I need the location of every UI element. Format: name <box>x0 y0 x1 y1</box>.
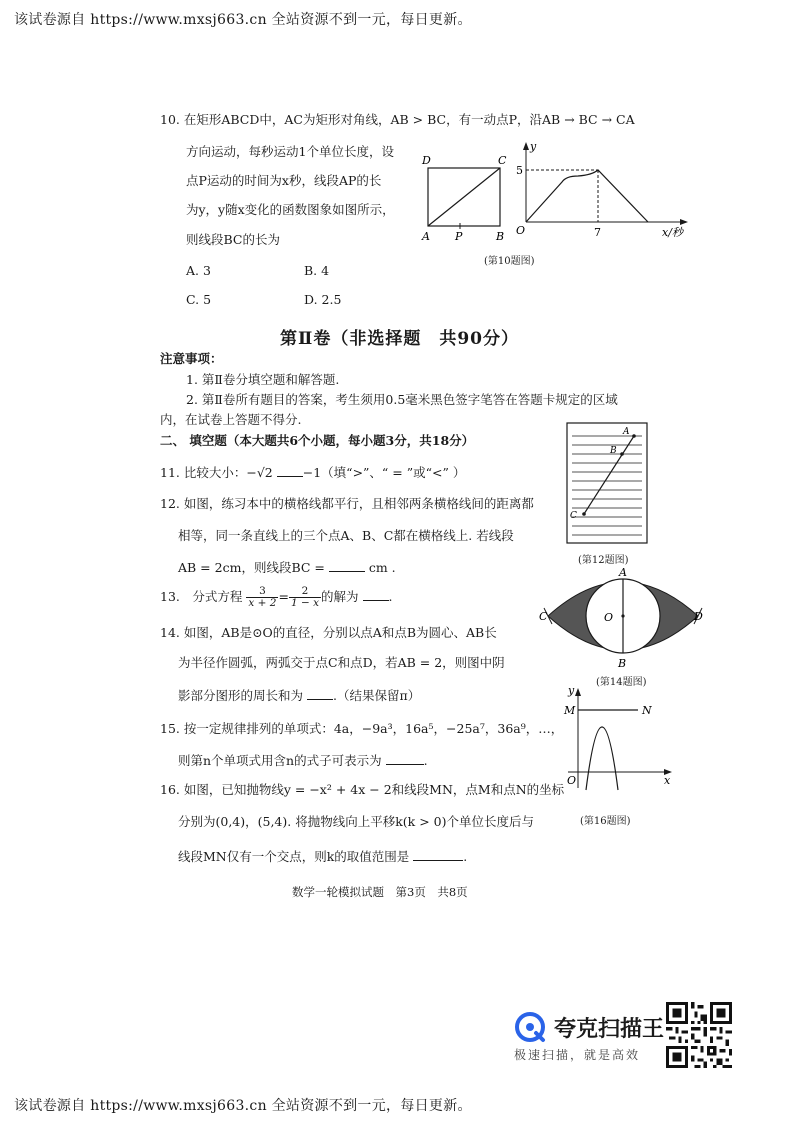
page-footer-source: 该试卷源自 https://www.mxsj663.cn 全站资源不到一元，每日更新。 <box>14 1098 472 1114</box>
q10-graph-y-label: y <box>530 140 537 153</box>
q12-line3b: cm . <box>368 560 396 575</box>
q13-fraction-2 <box>289 586 321 609</box>
q15-line1: 15. 按一定规律排列的单项式：4a，−9a³，16a⁵，−25a⁷，36a⁹，…， <box>160 721 564 736</box>
q16-caption: (第16题图) <box>580 816 631 827</box>
q13-suffix: 的解为 <box>321 589 359 605</box>
q12-label-c: C <box>570 511 577 521</box>
notice-heading: 注意事项： <box>160 351 223 366</box>
q16-parabola-figure <box>560 684 680 792</box>
q12-label-a: A <box>623 427 630 437</box>
q12-label-b: B <box>610 446 617 456</box>
q10-graph-y-mark: 5 <box>516 164 523 177</box>
q16-label-y: y <box>568 684 575 697</box>
q11-suffix: −1（填“>”、“ = ”或“<” ） <box>302 465 466 480</box>
q10-label-d: D <box>422 154 431 167</box>
q14-line3 <box>178 687 420 703</box>
q10-graph-x-label: x/秒 <box>662 226 683 239</box>
q10-function-graph <box>512 140 698 245</box>
q11-text <box>160 464 465 480</box>
q16-line3b: . <box>463 849 468 864</box>
q14-answer-blank <box>307 687 333 700</box>
q12-line1: 12. 如图，练习本中的横格线都平行，且相邻两条横格线间的距离都 <box>160 496 534 511</box>
q14-circle-figure <box>540 566 706 670</box>
q16-label-n: N <box>642 704 652 717</box>
q14-label-a: A <box>619 566 627 579</box>
page-header: 该试卷源自 https://www.mxsj663.cn 全站资源不到一元，每日更新。 <box>14 12 472 28</box>
q12-line2: 相等，同一条直线上的三个点A、B、C都在横格线上. 若线段 <box>178 528 514 543</box>
q14-caption: (第14题图) <box>596 677 647 688</box>
q16-line3 <box>178 848 467 864</box>
q10-line1: 10. 在矩形ABCD中，AC为矩形对角线，AB > BC，有一动点P，沿AB → BC → CA <box>160 112 635 127</box>
watermark-brand: 夸克扫描王 <box>554 1017 665 1042</box>
q16-label-m: M <box>564 704 576 717</box>
q15-line2 <box>178 752 428 768</box>
q15-line2a: 则第n个单项式用含n的式子可表示为 <box>178 753 382 768</box>
q16-label-x: x <box>664 774 671 787</box>
q13-frac2-num: 2 <box>289 586 321 598</box>
notice-2a: 2. 第Ⅱ卷所有题目的答案，考生须用0.5毫米黑色签字笔答在答题卡规定的区域 <box>186 392 618 407</box>
q11-neg-sqrt: −√2 <box>246 465 273 480</box>
q12-caption: (第12题图) <box>578 555 629 566</box>
q14-line1: 14. 如图，AB是⊙O的直径，分别以点A和点B为圆心、AB长 <box>160 625 497 640</box>
q10-graph-origin: O <box>516 224 526 237</box>
q10-rectangle-figure <box>418 150 508 245</box>
q13-fraction-1 <box>246 586 278 609</box>
q10-label-b: B <box>496 230 505 243</box>
q10-caption: (第10题图) <box>484 256 535 267</box>
q16-line3a: 线段MN仅有一个交点，则k的取值范围是 <box>178 849 410 864</box>
q14-label-o: O <box>604 611 614 624</box>
q14-line3a: 影部分图形的周长和为 <box>178 688 304 703</box>
q10-option-d: D. 2.5 <box>304 292 342 307</box>
q16-label-o: O <box>567 774 577 787</box>
q13-equals: = <box>278 589 289 605</box>
q12-line3 <box>178 559 396 575</box>
q10-line2: 方向运动，每秒运动1个单位长度，设 <box>186 144 394 159</box>
q13-answer-blank <box>363 588 389 601</box>
q11-answer-blank <box>277 464 303 477</box>
watermark-slogan: 极速扫描，就是高效 <box>514 1048 641 1062</box>
q16-line2: 分别为(0,4)，(5,4). 将抛物线向上平移k(k > 0)个单位长度后与 <box>178 814 534 829</box>
q15-line2b: . <box>423 753 428 768</box>
q12-notebook-figure <box>566 422 648 544</box>
q10-graph-x-mark: 7 <box>594 226 601 239</box>
q16-line1: 16. 如图，已知抛物线y = −x² + 4x − 2和线段MN，点M和点N的坐标 <box>160 782 565 797</box>
q16-answer-blank <box>413 848 463 861</box>
q12-line3a: AB = 2cm，则线段BC = <box>178 560 325 575</box>
part-2-heading: 二、 填空题（本大题共6个小题，每小题3分，共18分） <box>160 433 475 448</box>
q13-prefix: 13. 分式方程 <box>160 589 243 605</box>
q10-line4: 为y，y随x变化的函数图象如图所示， <box>186 202 395 217</box>
q14-label-b: B <box>618 657 627 670</box>
section-2-title: 第Ⅱ卷（非选择题 共90分） <box>280 329 519 349</box>
page-footer: 数学一轮模拟试题 第3页 共8页 <box>292 885 468 899</box>
q10-line3: 点P运动的时间为x秒，线段AP的长 <box>186 173 382 188</box>
q14-label-d: D <box>694 610 703 623</box>
q10-option-b: B. 4 <box>304 263 330 278</box>
q14-line2: 为半径作圆弧，两弧交于点C和点D，若AB = 2，则图中阴 <box>178 655 505 670</box>
q10-option-a: A. 3 <box>186 263 211 278</box>
q10-line5: 则线段BC的长为 <box>186 232 280 247</box>
q15-answer-blank <box>386 752 424 765</box>
q13-frac2-den: 1 − x <box>290 597 320 610</box>
q14-label-c: C <box>539 610 548 623</box>
q13-text: 13. 分式方程 $\frac{3}{x + 2}$ = $\frac{2}{1 - x}$ 的解为 . <box>160 585 393 610</box>
notice-1: 1. 第Ⅱ卷分填空题和解答题. <box>186 372 340 387</box>
quark-logo-icon <box>514 1011 548 1043</box>
q10-option-c: C. 5 <box>186 292 212 307</box>
q10-label-p: P <box>455 230 463 243</box>
notice-2b: 内，在试卷上答题不得分. <box>160 412 302 427</box>
q10-label-c: C <box>498 154 507 167</box>
q10-label-a: A <box>422 230 430 243</box>
q13-frac1-num: 3 <box>246 586 278 598</box>
q14-line3b: .（结果保留π） <box>333 688 421 703</box>
qr-code-icon <box>666 1002 732 1068</box>
q13-frac1-den: x + 2 <box>248 597 277 610</box>
q12-answer-blank <box>329 559 365 572</box>
q11-prefix: 11. 比较大小： <box>160 465 247 480</box>
